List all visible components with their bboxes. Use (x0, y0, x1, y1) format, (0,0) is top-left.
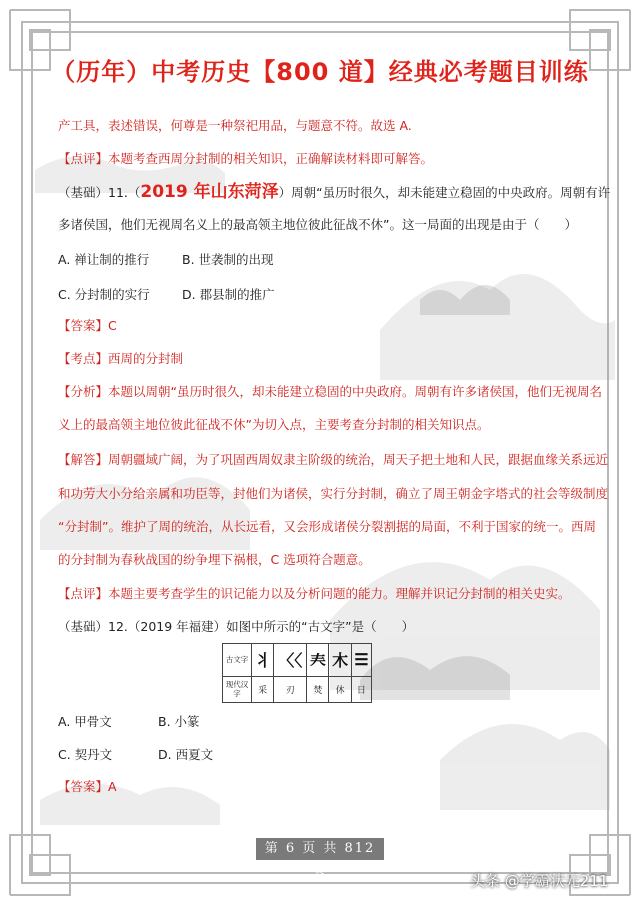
q11-prefix: （基础）11.（ (58, 185, 141, 200)
q12-option-d: D. 西夏文 (158, 747, 214, 762)
modern-character: 休 (329, 676, 351, 702)
q11-source-highlight: 2019 年山东菏泽 (140, 182, 279, 202)
answer-tag: 【答案】 (58, 779, 109, 794)
comment-tag: 【点评】 (58, 151, 109, 166)
solution-text-3: “分封制”。维护了周的统治，从长远看，又会形成诸侯分裂割据的局面，不利于国家的统一。西周 (58, 519, 596, 534)
solution-text-2: 和功劳大小分给亲属和功臣等，封他们为诸侯，实行分封制，确立了周王朝金字塔式的社会等级制度 (58, 486, 609, 501)
intro-text: 产工具，表述错误，何尊是一种祭祀用品，与题意不符。故选 A. (58, 118, 412, 133)
q11-option-b: B. 世袭制的出现 (182, 252, 274, 267)
ancient-glyph: ⽊ (329, 644, 351, 677)
answer-value: C (108, 318, 117, 333)
q12-option-a: A. 甲骨文 (58, 714, 112, 729)
q11-option-c: C. 分封制的实行 (58, 287, 150, 302)
ancient-script-table (222, 643, 372, 703)
point-text: 西周的分封制 (108, 351, 184, 366)
page-number: 第 6 页 共 812 页 (256, 838, 384, 860)
q12-answer (58, 778, 117, 796)
comment2 (58, 585, 571, 603)
q11-analysis (58, 383, 602, 401)
question-11 (58, 181, 610, 204)
q11-answer (58, 317, 117, 335)
ancient-glyph: ☰ (351, 644, 371, 677)
page-title: （历年）中考历史【800 道】经典必考题目训练 (51, 58, 589, 86)
solution-text-1: 周朝疆域广阔，为了巩固西周奴隶主阶级的统治，周天子把土地和人民，跟据血缘关系远近 (108, 452, 609, 467)
ancient-glyph: 〈〈 (274, 644, 307, 677)
modern-character: 日 (351, 676, 371, 702)
comment-text: 本题考查西周分封制的相关知识，正确解读材料即可解答。 (108, 151, 434, 166)
solution-text-4: 的分封制为春秋战国的纷争埋下祸根，C 选项符合题意。 (58, 552, 371, 567)
modern-character: 采 (252, 676, 274, 702)
table-header-ancient: 古文字 (223, 644, 252, 677)
table-header-modern: 现代汉字 (223, 676, 252, 702)
q11-point (58, 350, 183, 368)
watermark: 头条 @学霸状元211 (470, 872, 609, 890)
solution-tag: 【解答】 (58, 452, 109, 467)
ancient-glyph: 𡗗 (307, 644, 329, 677)
q11-option-d: D. 郡县制的推广 (182, 287, 275, 302)
comment-text: 本题主要考查学生的识记能力以及分析问题的能力。理解并识记分封制的相关史实。 (108, 586, 571, 601)
answer-value: A (108, 779, 117, 794)
point-tag: 【考点】 (58, 351, 109, 366)
analysis-tag: 【分析】 (58, 384, 109, 399)
q11-solution (58, 451, 608, 469)
analysis-text-1: 本题以周朝“虽历时很久，却未能建立稳固的中央政府。周朝有许多诸侯国，他们无视周名 (108, 384, 602, 399)
q11-stem-line2: 多诸侯国，他们无视周名义上的最高领主地位彼此征战不休”。这一局面的出现是由于（ ） (58, 217, 577, 232)
modern-character: 刃 (274, 676, 307, 702)
q12-option-b: B. 小篆 (158, 714, 200, 729)
q12-option-c: C. 契丹文 (58, 747, 113, 762)
ancient-glyph: ⺦ (252, 644, 274, 677)
analysis-text-2: 义上的最高领主地位彼此征战不休”为切入点，主要考查分封制的相关知识点。 (58, 417, 490, 432)
answer-tag: 【答案】 (58, 318, 109, 333)
modern-character: 焚 (307, 676, 329, 702)
q11-stem: ）周朝“虽历时很久，却未能建立稳固的中央政府。周朝有许 (278, 185, 611, 200)
question-12: （基础）12.（2019 年福建）如图中所示的“古文字”是（ ） (58, 619, 415, 634)
q11-option-a: A. 禅让制的推行 (58, 252, 150, 267)
comment1 (58, 150, 433, 168)
comment-tag: 【点评】 (58, 586, 109, 601)
